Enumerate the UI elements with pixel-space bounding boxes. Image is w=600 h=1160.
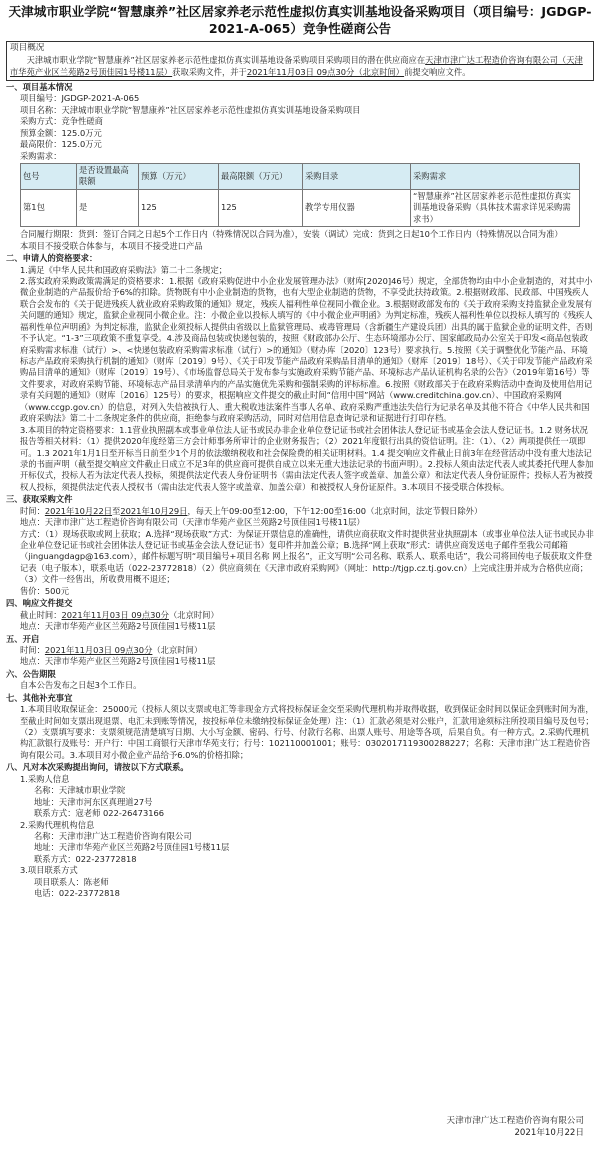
table-cell: “智慧康养”社区居家养老示范性虚拟仿真实训基地设备采购（具体技术需求详见采购需求书） xyxy=(411,189,580,226)
budget-amount: 预算金额：125.0万元 xyxy=(20,127,102,138)
demand-label: 采购需求： xyxy=(20,150,62,161)
table-cell: 是 xyxy=(77,189,139,226)
overview-deadline: 2021年11月03日 09点30分（北京时间） xyxy=(246,66,405,77)
open-time: 时间：2021年11月03日 09点30分（北京时间） xyxy=(20,644,203,655)
obtain-method: 方式：（1）现场获取或网上获取；A.选择“现场获取”方式：为保证开票信息的准确性，请供应商获取文件时提供营业执照副本（或事业单位法人证书或民办非企业单位登记证书或社会团体法人登记证书或基金会法人登记证书）复印件并加盖公章；B.选择“网上获取”形式：请供应商发送电子邮件至我公司邮箱（jinguangdagp@163.com），邮件标题写明“项目编号+项目名称 网上报名”，正文写明“公司名称、联系人、联系电话”，我公司将回传电子版获取文件登记表（电子版本），联系电话（022-23772818）（2）供应商须在《天津市政府采购网》（网址：http://tjgp.cz.tj.gov.cn）上完成注册并成为合格供应商；（3）文件一经售出，所收费用概不退还； xyxy=(20,528,594,585)
max-price: 最高限价：125.0万元 xyxy=(20,139,102,150)
project-contact-title: 3.项目联系方式 xyxy=(20,865,78,876)
project-contact-person: 项目联系人：陈老师 xyxy=(34,876,109,887)
agency-address: 地址：天津市华苑产业区兰苑路2号顶佳园1号楼11层 xyxy=(34,842,230,853)
obtain-time: 时间：2021年10月22日至2021年10月29日，每天上午09:00至12:00，下午12:00至16:00（北京时间，法定节假日除外） xyxy=(20,505,483,516)
open-date: 2021年11月03日 09点30分 xyxy=(44,644,153,655)
package-table xyxy=(20,163,580,227)
page-title: 天津城市职业学院“智慧康养”社区居家养老示范性虚拟仿真实训基地设备采购项目（项目编号：JGDGP-2021-A-065）竞争性磋商公告 xyxy=(8,4,592,36)
project-name: 项目名称：天津城市职业学院“智慧康养”社区居家养老示范性虚拟仿真实训基地设备采购项目 xyxy=(20,104,361,115)
agency-contact: 联系方式：022-23772818 xyxy=(34,853,137,864)
obtain-price: 售价：500元 xyxy=(20,585,70,596)
submit-deadline-date: 2021年11月03日 09点30分 xyxy=(61,609,169,620)
obtain-end-date: 2021年10月29日 xyxy=(120,505,188,516)
section-heading-open: 五、开启 xyxy=(6,633,40,644)
open-place: 地点：天津市华苑产业区兰苑路2号顶佳园1号楼11层 xyxy=(20,656,216,667)
col-header: 预算（万元） xyxy=(139,164,219,190)
section-heading-notice-period: 六、公告期限 xyxy=(6,668,56,679)
purchaser-address: 地址：天津市河东区真理道27号 xyxy=(34,796,153,807)
table-cell: 教学专用仪器 xyxy=(303,189,411,226)
overview-text: 天津城市职业学院“智慧康养”社区居家养老示范性虚拟仿真实训基地设备采购项目采购项目的潜在供应商应在天津市津广达工程造价咨询有限公司（天津市华苑产业区兰苑路2号顶佳园1号楼11层）获取采购文件，并于2021年11月03日 09点30分（北京时间）前提交响应文件。 xyxy=(10,55,583,77)
qualification-2: 2.落实政府采购政策需满足的资格要求：1.根据《政府采购促进中小企业发展管理办法》（财库[2020]46号）规定，全部货物均由中小企业制造的，对其中小微企业制造的产品报价给予6%的扣除。货物既有中小企业制造的货物，也有大型企业制造的货物，不享受此扶持政策。2.根据财政部、民政部、中国残疾人联合会发布的《关于促进残疾人就业政府采购政策的通知》规定，残疾人福利性单位视同小微企业。3.根据财政部发布的《关于政府采购支持监狱企业发展有关问题的通知》规定，监狱企业视同小微企业。注：小微企业以投标人填写的《中小微企业声明函》为判定标准，残疾人福利性单位以投标人填写的《残疾人福利性单位声明函》为判定标准，监狱企业须投标人提供由省级以上监狱管理局、戒毒管理局（含新疆生产建设兵团）出具的属于监狱企业的证明文件，否则不予认定。“1-3”三项政策不重复享受。4.涉及商品包装或快递包装的，按照《财政部办公厅、生态环境部办公厅、国家邮政局办公室关于印发<商品包装政府采购需求标准（试行）>、<快递包装政府采购需求标准（试行）>的通知》（财办库〔2020〕123号）要求执行。5.按照《关于调整优化节能产品、环境标志产品政府采购执行机制的通知》（财库〔2019〕9号）、《关于印发节能产品政府采购品目清单的通知》（财库〔2019〕18号）、《关于印发节能产品政府采购品目清单的通知》（财库〔2019〕19号）、《市场监督总局关于发布参与实施政府采购节能产品、环境标志产品认证机构名录的公告》（2019年第16号）等文件要求，对政府采购节能、环境标志产品目录清单内的产品实施优先采购和强制采购的评标标准。6.按照《财政部关于在政府采购活动中查询及使用信用记录有关问题的通知》（财库〔2016〕125号）的要求，根据响应文件提交的截止时间“信用中国”网站（www.creditchina.gov.cn）、中国政府采购网（www.ccgp.gov.cn）的信息，对列入失信被执行人、重大税收违法案件当事人名单、政府采购严重违法失信行为记录名单及其他不符合《中华人民共和国政府采购法》第二十二条规定条件的供应商，拒绝参与政府采购活动，同时对信用信息查询记录和证据进行打印存档。 xyxy=(20,275,593,424)
signature-date: 2021年10月22日 xyxy=(514,1127,584,1138)
notice-period: 自本公告发布之日起3个工作日。 xyxy=(20,680,142,691)
col-header: 是否设置最高限额 xyxy=(77,164,139,190)
table-header-row xyxy=(21,164,580,190)
section-heading-basic: 一、项目基本情况 xyxy=(6,81,73,92)
submit-deadline: 截止时间：2021年11月03日 09点30分（北京时间） xyxy=(20,609,219,620)
purchaser-title: 1.采购人信息 xyxy=(20,773,70,784)
qualification-3: 3.本项目的特定资格要求：1.1营业执照副本或事业单位法人证书或民办非企业单位登记证书或社会团体法人登记证书或基金会法人登记证书。1.2 财务状况报告等相关材料：（1）提供2020年度经第三方会计师事务所审计的企业财务报告；（2）2021年度银行出具的资信证明。注：（1）、（2）两项提供任一项即可。1.3 2021年1月1日至开标当日前至少1个月的依法缴纳税收和社会保险费的相关证明材料。1.4 提交响应文件截止日前3年在经营活动中没有重大违法记录的书面声明（截至提交响应文件截止日成立不足3年的供应商可提供自成立以来无重大违法记录的书面声明）。2.投标人须由法定代表人或其委托代理人参加开标仪式，投标人若为法定代表人投标，须提供法定代表人身份证明书（需由法定代表人签字或盖章、加盖公章）和法定代表人身份证原件；投标人若为被授权人投标，须提供法定代表人授权书（需由法定代表人签字或盖章、加盖公章）和被授权人身份证原件。3.本项目不接受联合体投标。 xyxy=(20,424,594,492)
overview-location: 天津市津广达工程造价咨询有限公司（天津市华苑产业区兰苑路2号顶佳园1号楼11层） xyxy=(10,55,583,77)
overview-heading: 项目概况 xyxy=(10,43,45,54)
table-row xyxy=(21,189,580,226)
section-heading-other: 七、其他补充事宜 xyxy=(6,692,73,703)
procurement-method: 采购方式：竞争性磋商 xyxy=(20,116,103,127)
obtain-place: 地点：天津市津广达工程造价咨询有限公司（天津市华苑产业区兰苑路2号顶佳园1号楼11层） xyxy=(20,517,365,528)
section-heading-contact: 八、凡对本次采购提出询问，请按以下方式联系。 xyxy=(6,762,189,773)
purchaser-contact: 联系方式：寇老师 022-26473166 xyxy=(34,808,165,819)
agency-name: 名称：天津市津广达工程造价咨询有限公司 xyxy=(34,830,192,841)
qualification-1: 1.满足《中华人民共和国政府采购法》第二十二条规定； xyxy=(20,264,228,275)
other-matters: 1.本项目收取保证金：25000元（投标人须以支票或电汇等非现金方式将投标保证金交至采购代理机构并取得收据，收到保证金时间以保证金到账时间为准，至截止时间如支票出现退票、电汇未到账等情况，按投标单位未缴纳投标保证金处理）注：（1）汇款必须是对公账户，汇款用途须标注所投项目编号及包号；（2）支票填写要求：支票须规范清楚填写日期、大小写金额、密码、行号、付款行名称、出票人账号、用途等各项，后果自负。有一种方式。2.采购代理机构汇款银行及账号：开户行：中国工商银行天津市华苑支行；行号：102110001001；账号：0302017119300288227；名称：天津市津广达工程造价咨询有限公司。3.本项目对小微企业产品给予6.0%的价格扣除； xyxy=(20,704,594,760)
section-heading-submit: 四、响应文件提交 xyxy=(6,598,73,609)
submit-place: 地点：天津市华苑产业区兰苑路2号顶佳园1号楼11层 xyxy=(20,621,216,632)
signature-company: 天津市津广达工程造价咨询有限公司 xyxy=(446,1116,584,1126)
col-header: 采购目录 xyxy=(303,164,411,190)
col-header: 最高限额（万元） xyxy=(219,164,303,190)
project-contact-phone: 电话：022-23772818 xyxy=(34,888,120,899)
purchaser-name: 名称：天津城市职业学院 xyxy=(34,785,126,796)
consortium-note: 本项目不接受联合体参与，本项目不接受进口产品 xyxy=(20,240,203,251)
table-cell: 125 xyxy=(139,189,219,226)
project-number: 项目编号：JGDGP-2021-A-065 xyxy=(20,93,140,104)
table-cell: 第1包 xyxy=(21,189,77,226)
agency-title: 2.采购代理机构信息 xyxy=(20,819,95,830)
notice-document xyxy=(6,4,594,900)
signature-block xyxy=(446,1116,584,1140)
table-cell: 125 xyxy=(219,189,303,226)
obtain-start-date: 2021年10月22日 xyxy=(44,505,113,516)
section-heading-qualification: 二、申请人的资格要求： xyxy=(6,253,98,264)
section-heading-obtain: 三、获取采购文件 xyxy=(6,494,73,505)
col-header: 包号 xyxy=(21,164,77,190)
project-overview-box xyxy=(6,41,594,81)
col-header: 采购需求 xyxy=(411,164,580,190)
contract-period: 合同履行期限：货到：签订合同之日起5个工作日内（特殊情况以合同为准），安装（调试）完成：货到之日起10个工作日内（特殊情况以合同为准） xyxy=(20,229,563,240)
